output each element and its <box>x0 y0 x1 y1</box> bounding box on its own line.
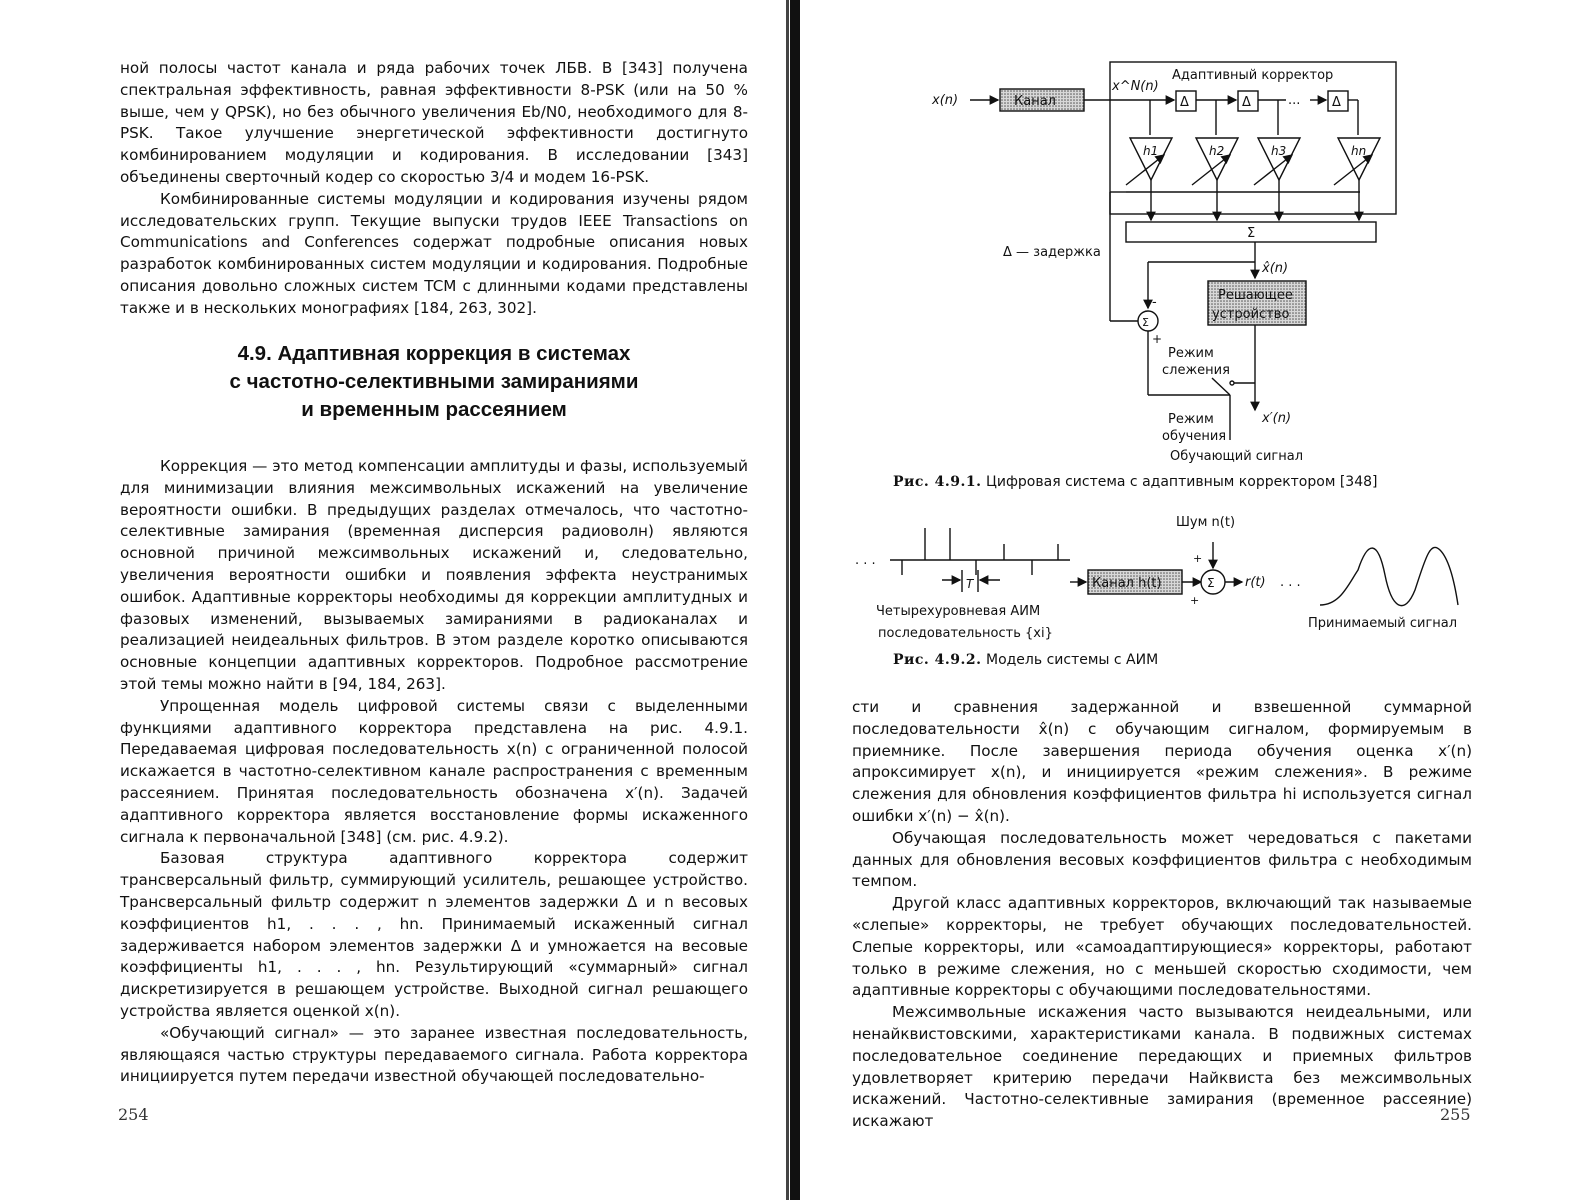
caption-text: Модель системы с АИМ <box>985 652 1159 668</box>
book-spine <box>790 0 800 1200</box>
training-label: Режим <box>1168 412 1214 427</box>
delay-symbol: Δ <box>1332 95 1341 110</box>
paragraph: Коррекция — это метод компенсации амплитуды и фазы, используемый для минимизации влияния межсимвольных искажений на увеличение вероятности ошибки. В предыдущих разделах отмечалось, что частотно-селективные замирания (временная дисперсия радиоволн) являются основной причиной межсимвольных искажений и, следовательно, увеличения вероятности ошибки и появления эффекта неустранимых ошибок. Адаптивные корректоры необходимы дя коррекции амплитудных и фазовых изменений, вызываемых замираниями в радиоканалах и реализацией неидеальных фильтров. В этом разделе коротко описываются основные концепции адаптивных корректоров. Подробное рассмотрение этой темы можно найти в [94, 184, 263]. <box>120 457 748 693</box>
tap-label: h1 <box>1143 144 1159 158</box>
ellipsis: ... <box>1288 93 1301 108</box>
tap-label: h3 <box>1271 144 1287 158</box>
tap-label: hn <box>1351 144 1367 158</box>
section-heading <box>120 340 748 424</box>
error-sum-symbol: Σ <box>1142 316 1149 329</box>
minus-sign: - <box>1152 295 1157 310</box>
left-text-body <box>120 456 748 1088</box>
ellipsis: . . . <box>855 553 876 568</box>
right-text-body <box>852 697 1472 1133</box>
caption-label: Рис. 4.9.1. <box>893 474 982 490</box>
sequence-label: последовательность {xi} <box>878 626 1053 641</box>
xprime-label: x′(n) <box>1262 411 1292 426</box>
received-signal-label: Принимаемый сигнал <box>1308 616 1458 631</box>
caption-label: Рис. 4.9.2. <box>893 652 982 668</box>
period-label: T <box>966 577 974 591</box>
training-signal-label: Обучающий сигнал <box>1170 449 1304 464</box>
heading-line: и временным рассеянием <box>301 398 567 421</box>
plus-sign: + <box>1190 594 1200 607</box>
figure-4-9-2 <box>800 500 1595 700</box>
channel-label: Канал <box>1014 94 1056 109</box>
corrector-title: Адаптивный корректор <box>1172 68 1334 83</box>
sum-symbol: Σ <box>1207 576 1215 590</box>
delay-symbol: Δ <box>1180 95 1189 110</box>
paragraph: Упрощенная модель цифровой системы связи с выделенными функциями адаптивного корректора представлена на рис. 4.9.1. Передаваемая цифровая последовательность x(n) с ограниченной полосой искажается в частотно-селективном канале распространения с временным рассеянием. Принятая последовательность обозначена x′(n). Задачей адаптивного корректора является восстановление формы искаженного сигнала к первоначальной [348] (см. рис. 4.9.2). <box>120 696 748 846</box>
rt-label: r(t) <box>1245 575 1266 590</box>
decision-label: Решающее <box>1218 288 1293 303</box>
tap-label: h2 <box>1209 144 1225 158</box>
page-number: 254 <box>118 1105 149 1124</box>
figure-caption <box>893 652 1158 668</box>
decision-label: устройство <box>1212 307 1290 322</box>
delay-legend: Δ — задержка <box>1003 245 1101 260</box>
ellipsis: . . . <box>1280 575 1301 590</box>
paragraph: ной полосы частот канала и ряда рабочих точек ЛБВ. В [343] получена спектральная эффективность, равная эффективности 8-PSK (или на 50 % выше, чем у QPSK), но без обычного увеличения Eb/N0, необходимого для 8-PSK. Такое улучшение энергетической эффективности достигнуто комбинированием модуляции и кодирования. В исследовании [343] объединены сверточный кодер со скоростью 3/4 и модем 16-PSK. <box>120 59 748 186</box>
heading-line: с частотно-селективными замираниями <box>229 370 639 393</box>
figure-4-9-1 <box>800 0 1595 470</box>
channel-label: Канал h(t) <box>1092 576 1162 591</box>
plus-sign: + <box>1193 552 1203 565</box>
input-label: x(n) <box>932 93 959 108</box>
caption-text: Цифровая система с адаптивным корректором [348] <box>985 474 1378 490</box>
sum-symbol: Σ <box>1247 226 1256 241</box>
plus-sign: + <box>1152 332 1163 346</box>
left-page <box>0 0 790 1200</box>
xhat-label: x̂(n) <box>1262 261 1289 276</box>
delay-symbol: Δ <box>1242 95 1251 110</box>
paragraph: Комбинированные системы модуляции и кодирования изучены рядом исследовательских групп. Текущие выпуски трудов IEEE Transactions on Communications and Conferences содержат подробные описания новых разработок комбинированных систем модуляции и кодирования. Подробные описания довольно сложных систем TCM с длинными кодами представлены также и в нескольких монографиях [184, 263, 302]. <box>120 189 748 317</box>
tracking-label: Режим <box>1168 346 1214 361</box>
paragraph: Базовая структура адаптивного корректора содержит трансверсальный фильтр, суммирующий усилитель, решающее устройство. Трансверсальный фильтр содержит n элементов задержки Δ и n весовых коэффициентов h1, . . . , hn. Принимаемый искаженный сигнал задерживается набором элементов задержки Δ и умножается на весовые коэффициенты h1, . . . , hn. Результирующий «суммарный» сигнал дискретизируется в решающем устройстве. Выходной сигнал решающего устройства является оценкой x(n). <box>120 849 748 1020</box>
xn-label: x^N(n) <box>1112 79 1159 94</box>
paragraph: «Обучающий сигнал» — это заранее известная последовательность, являющаяся частью структуры передаваемого сигнала. Работа корректора инициируется путем передачи известной обучающей последовательно- <box>120 1023 748 1086</box>
paragraph: Другой класс адаптивных корректоров, включающий так называемые «слепые» корректоры, не требует обучающих последовательностей. Слепые корректоры, или «самоадаптирующиеся» корректоры, работают только в режиме слежения, но с меньшей скоростью сходимости, чем адаптивные корректоры с обучающими последовательностями. <box>852 894 1472 1000</box>
heading-line: 4.9. Адаптивная коррекция в системах <box>237 342 631 365</box>
tracking-label: слежения <box>1162 363 1230 378</box>
noise-label: Шум n(t) <box>1176 515 1236 530</box>
left-text-top <box>120 58 748 320</box>
right-page <box>800 0 1595 1200</box>
received-waveform <box>1320 547 1458 605</box>
paragraph: сти и сравнения задержанной и взвешенной суммарной последовательности x̂(n) с обучающим сигналом, формируемым в приемнике. После завершения периода обучения оценка x′(n) апроксимирует x(n), и инициируется «режим слежения». В режиме слежения для обновления коэффициентов фильтра hi используется сигнал ошибки x′(n) − x̂(n). <box>852 698 1472 825</box>
paragraph: Обучающая последовательность может чередоваться с пакетами данных для обновления весовых коэффициентов фильтра с необходимым темпом. <box>852 828 1472 891</box>
sequence-label: Четырехуровневая АИМ <box>876 604 1041 619</box>
training-label: обучения <box>1162 429 1227 444</box>
paragraph: Межсимвольные искажения часто вызываются неидеальными, или ненайквистовскими, характеристиками канала. В подвижных системах последовательное соединение передающих и приемных фильтров удовлетворяет критерию передачи Найквиста без межсимвольных искажений. Частотно-селективные замирания (временное рассеяние) искажают <box>852 1003 1472 1131</box>
figure-caption <box>893 474 1378 490</box>
page-number: 255 <box>1440 1105 1471 1124</box>
